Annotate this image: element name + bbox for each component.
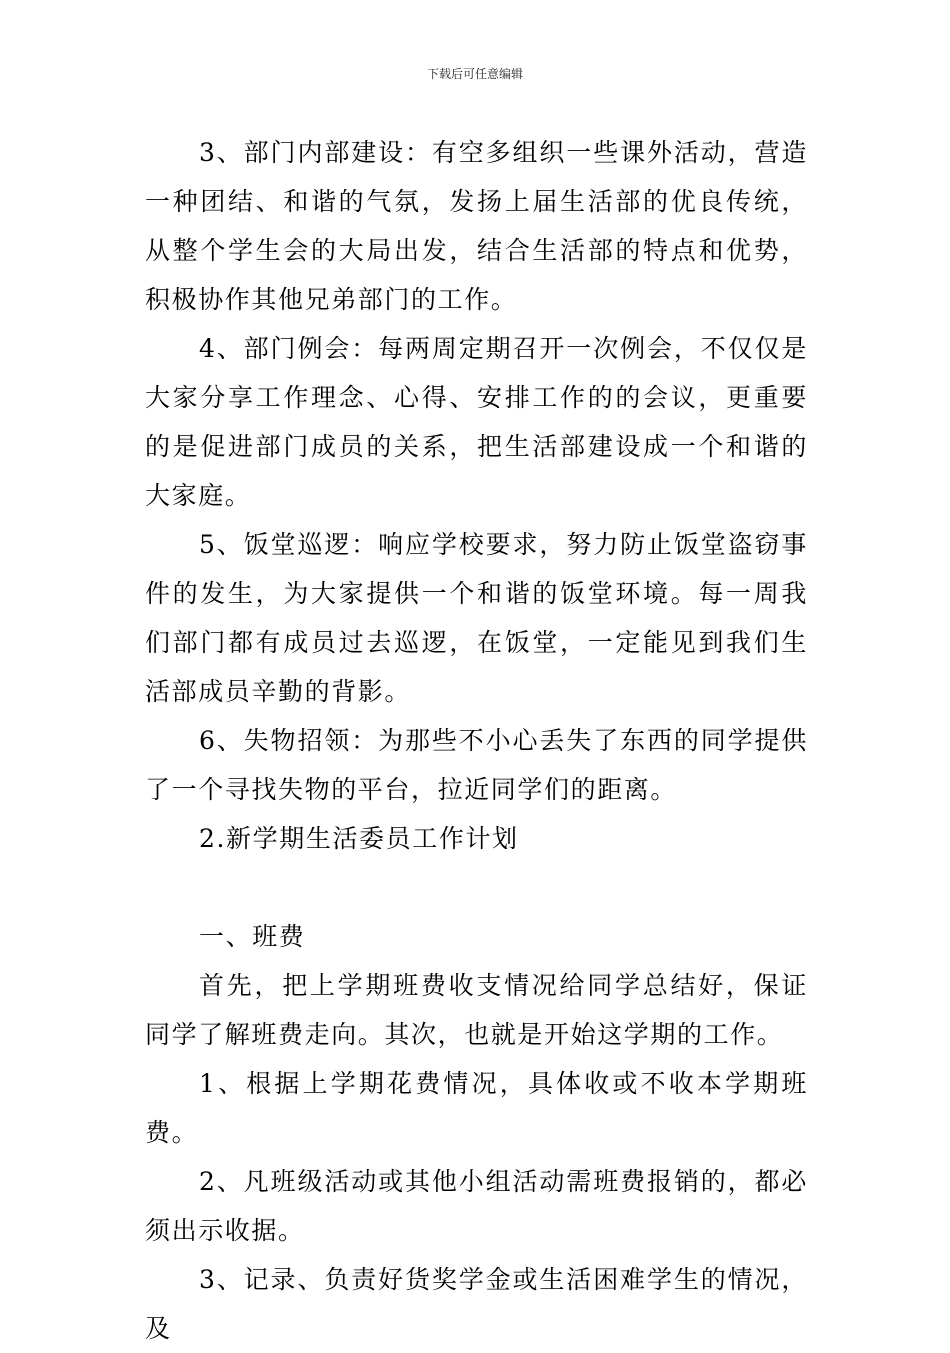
section-spacer (145, 863, 808, 912)
page-header-note: 下载后可任意编辑 (426, 67, 523, 81)
list-item-fee-collection: 1、根据上学期花费情况，具体收或不收本学期班费。 (145, 1069, 808, 1147)
list-item-scholarship-records: 3、记录、负责好货奖学金或生活困难学生的情况，及 (145, 1265, 808, 1343)
paragraph-class-fee-summary: 首先，把上学期班费收支情况给同学总结好，保证同学了解班费走向。其次，也就是开始这学期的工作。 (145, 971, 808, 1049)
paragraph-department-meeting: 4、部门例会：每两周定期召开一次例会，不仅仅是大家分享工作理念、心得、安排工作的的会议，更重要的是促进部门成员的关系，把生活部建设成一个和谐的大家庭。 (145, 334, 808, 510)
section-title-life-committee-plan: 2.新学期生活委员工作计划 (199, 824, 519, 853)
paragraph-department-building: 3、部门内部建设：有空多组织一些课外活动，营造一种团结、和谐的气氛，发扬上届生活部的优良传统，从整个学生会的大局出发，结合生活部的特点和优势，积极协作其他兄弟部门的工作。 (145, 138, 808, 314)
list-item-receipts: 2、凡班级活动或其他小组活动需班费报销的，都必须出示收据。 (145, 1167, 808, 1245)
document-body (145, 128, 808, 1353)
paragraph-lost-and-found: 6、失物招领：为那些不小心丢失了东西的同学提供了一个寻找失物的平台，拉近同学们的距离。 (145, 726, 808, 804)
subsection-heading-class-fee: 一、班费 (199, 922, 306, 951)
paragraph-canteen-patrol: 5、饭堂巡逻：响应学校要求，努力防止饭堂盗窃事件的发生，为大家提供一个和谐的饭堂环境。每一周我们部门都有成员过去巡逻，在饭堂，一定能见到我们生活部成员辛勤的背影。 (145, 530, 808, 706)
